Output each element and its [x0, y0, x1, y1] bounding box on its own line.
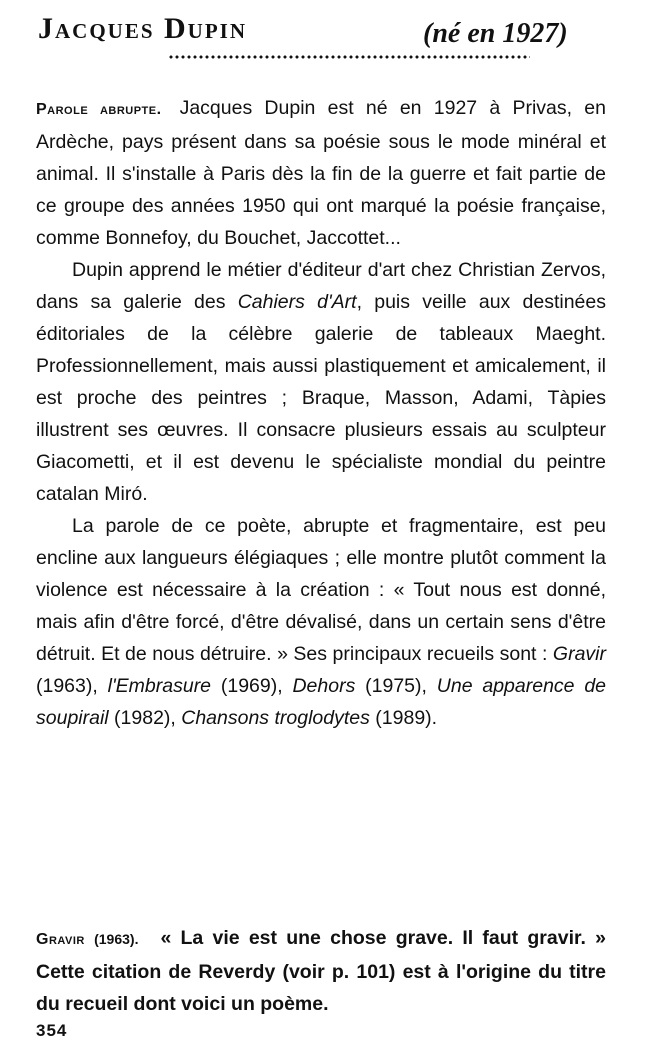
gravir-paragraph [36, 922, 606, 1020]
work-title-dehors: Dehors [292, 675, 356, 697]
chapter-heading [36, 10, 606, 54]
paragraph-3 [36, 510, 606, 734]
work-year: (1982), [108, 707, 182, 729]
section-label-parole-abrupte: Parole abrupte. [36, 101, 162, 118]
section-label-gravir: Gravir [36, 931, 85, 948]
paragraph-1 [36, 92, 606, 254]
work-year: (1969), [211, 675, 293, 697]
work-year: (1989). [369, 707, 438, 729]
paragraph-2-text-b: , puis veille aux destinées éditoriales de la célèbre galerie de tableaux Maeght. Professionnellement, mais aussi plastiquement et amicalement, il est proche des peintres ; Braque, Masson, Adami, Tàpies illustrent ses œuvres. Il consacre plusieurs essais au sculpteur Giacometti, et il est devenu le spécialiste mondial du peintre catalan Miró. [36, 291, 606, 505]
work-title-embrasure: l'Embrasure [107, 675, 212, 697]
birth-date: (né en 1927) [423, 18, 568, 49]
work-title-gravir: Gravir [552, 643, 606, 665]
work-title-soupirail: Une apparence de soupirail [36, 675, 607, 729]
work-title-cahiers-dart: Cahiers d'Art [237, 291, 357, 313]
paragraph-3-text: La parole de ce poète, abrupte et fragmentaire, est peu encline aux langueurs élégiaques ; elle montre plutôt comment la violence est nécessaire à la création : « Tout nous est donné, mais afin d'être forcé, d'être dévalisé, dans un certain sens d'être détruit. Et de nous détruire. » Ses principaux recueils sont : [36, 515, 606, 665]
work-title-chansons-troglodytes: Chansons troglodytes [181, 707, 370, 729]
work-year: (1963), [36, 675, 108, 697]
biography-section [36, 92, 606, 734]
page-number: 354 [36, 1021, 68, 1040]
page [36, 10, 607, 1040]
paragraph-2-text-a: Dupin apprend le métier d'éditeur d'art chez Christian Zervos, dans sa galerie des [36, 259, 606, 313]
dotted-rule-divider [168, 54, 530, 60]
section-label-year: (1963). [94, 931, 139, 947]
gravir-intro-section [36, 922, 606, 1020]
paragraph-1-text: Jacques Dupin est né en 1927 à Privas, en Ardèche, pays présent dans sa poésie sous le mode minéral et animal. Il s'installe à Paris dès la fin de la guerre et fait partie de ce groupe des années 1950 qui ont marqué la poésie française, comme Bonnefoy, du Bouchet, Jaccottet... [36, 97, 606, 249]
gravir-text: « La vie est une chose grave. Il faut gravir. » Cette citation de Reverdy (voir p. 101) est à l'origine du titre du recueil dont voici un poème. [36, 927, 607, 1015]
paragraph-2 [36, 254, 606, 510]
work-year: (1975), [355, 675, 437, 697]
author-name: Jacques Dupin [38, 12, 248, 45]
